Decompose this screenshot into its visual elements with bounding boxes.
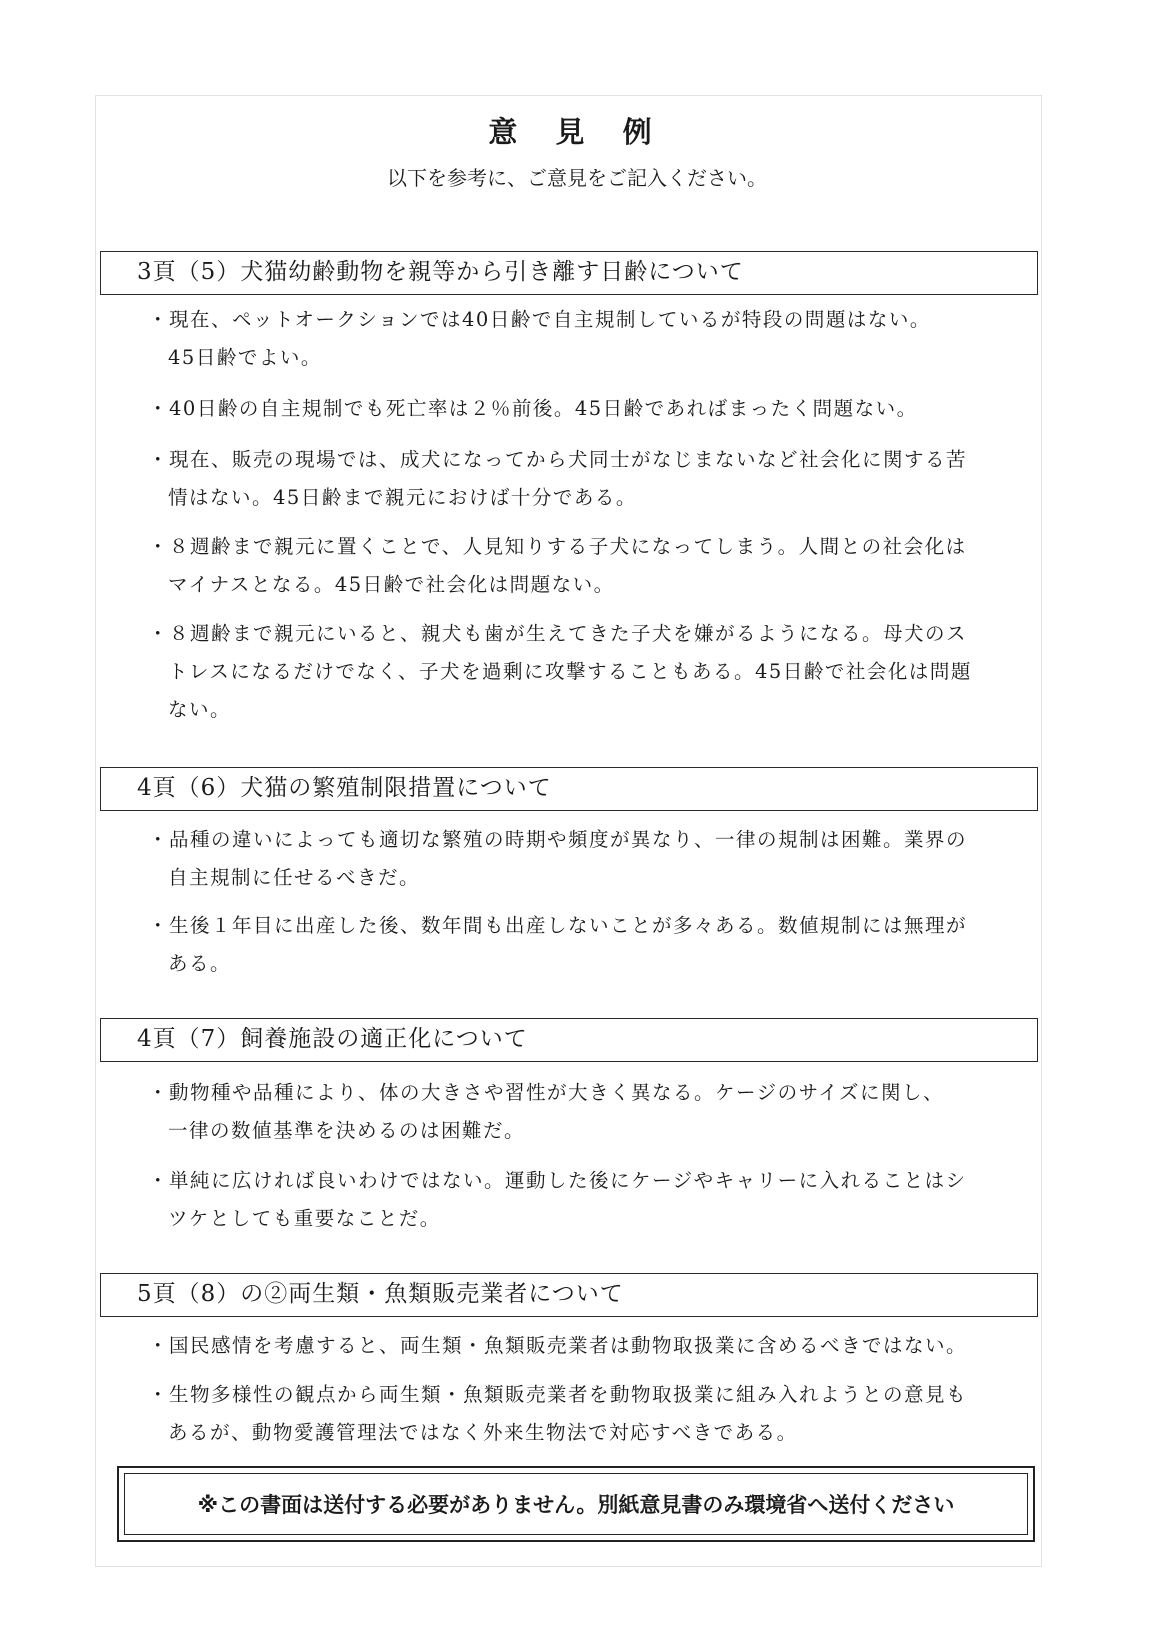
item-line: ・品種の違いによっても適切な繁殖の時期や頻度が異なり、一律の規制は困難。業界の	[148, 828, 968, 851]
opinion-item	[148, 907, 1028, 983]
item-line: 情はない。45日齢まで親元におけば十分である。	[168, 486, 637, 509]
item-line: マイナスとなる。45日齢で社会化は問題ない。	[168, 573, 615, 596]
item-line: ・40日齢の自主規制でも死亡率は２％前後。45日齢であればまったく問題ない。	[148, 397, 918, 420]
item-line: トレスになるだけでなく、子犬を過剰に攻撃することもある。45日齢で社会化は問題	[168, 660, 972, 683]
item-line: ない。	[168, 698, 232, 721]
item-line: ツケとしても重要なことだ。	[168, 1207, 441, 1230]
opinion-item	[148, 1074, 1028, 1150]
notice-text: ※この書面は送付する必要がありません。別紙意見書のみ環境省へ送付ください	[124, 1473, 1028, 1535]
item-line: ・国民感情を考慮すると、両生類・魚類販売業者は動物取扱業に含めるべきではない。	[148, 1334, 968, 1357]
opinion-item	[148, 528, 1028, 604]
item-line: ・８週齢まで親元に置くことで、人見知りする子犬になってしまう。人間との社会化は	[148, 535, 967, 558]
item-line: ・生後１年目に出産した後、数年間も出産しないことが多々ある。数値規制には無理が	[148, 914, 968, 937]
notice-box	[117, 1466, 1035, 1542]
opinion-item	[148, 441, 1028, 517]
item-line: 自主規制に任せるべきだ。	[168, 866, 421, 889]
opinion-item	[148, 390, 1028, 428]
opinion-item	[148, 1376, 1028, 1452]
item-line: 45日齢でよい。	[168, 346, 322, 369]
item-line: ・８週齢まで親元にいると、親犬も歯が生えてきた子犬を嫌がるようになる。母犬のス	[148, 622, 968, 645]
page-subtitle: 以下を参考に、ご意見をご記入ください。	[387, 166, 767, 190]
opinion-item	[148, 1162, 1028, 1238]
opinion-item	[148, 301, 1028, 377]
section-heading-2: 4頁（6）犬猫の繁殖制限措置について	[100, 767, 1038, 811]
page-title: 意 見 例	[488, 115, 666, 149]
item-line: 一律の数値基準を決めるのは困難だ。	[168, 1119, 526, 1142]
item-line: ・単純に広ければ良いわけではない。運動した後にケージやキャリーに入れることはシ	[148, 1169, 967, 1192]
section-heading-4: 5頁（8）の②両生類・魚類販売業者について	[100, 1273, 1038, 1317]
item-line: ある。	[168, 952, 232, 975]
item-line: ・生物多様性の観点から両生類・魚類販売業者を動物取扱業に組み入れようとの意見も	[148, 1383, 968, 1406]
section-heading-3: 4頁（7）飼養施設の適正化について	[100, 1018, 1038, 1062]
item-line: ・動物種や品種により、体の大きさや習性が大きく異なる。ケージのサイズに関し、	[148, 1081, 945, 1104]
opinion-item	[148, 1327, 1028, 1365]
opinion-item	[148, 615, 1028, 729]
item-line: ・現在、ペットオークションでは40日齢で自主規制しているが特段の問題はない。	[148, 308, 931, 331]
section-heading-1: 3頁（5）犬猫幼齢動物を親等から引き離す日齢について	[100, 251, 1038, 295]
item-line: ・現在、販売の現場では、成犬になってから犬同士がなじまないなど社会化に関する苦	[148, 448, 968, 471]
item-line: あるが、動物愛護管理法ではなく外来生物法で対応すべきである。	[168, 1421, 798, 1444]
opinion-item	[148, 821, 1028, 897]
